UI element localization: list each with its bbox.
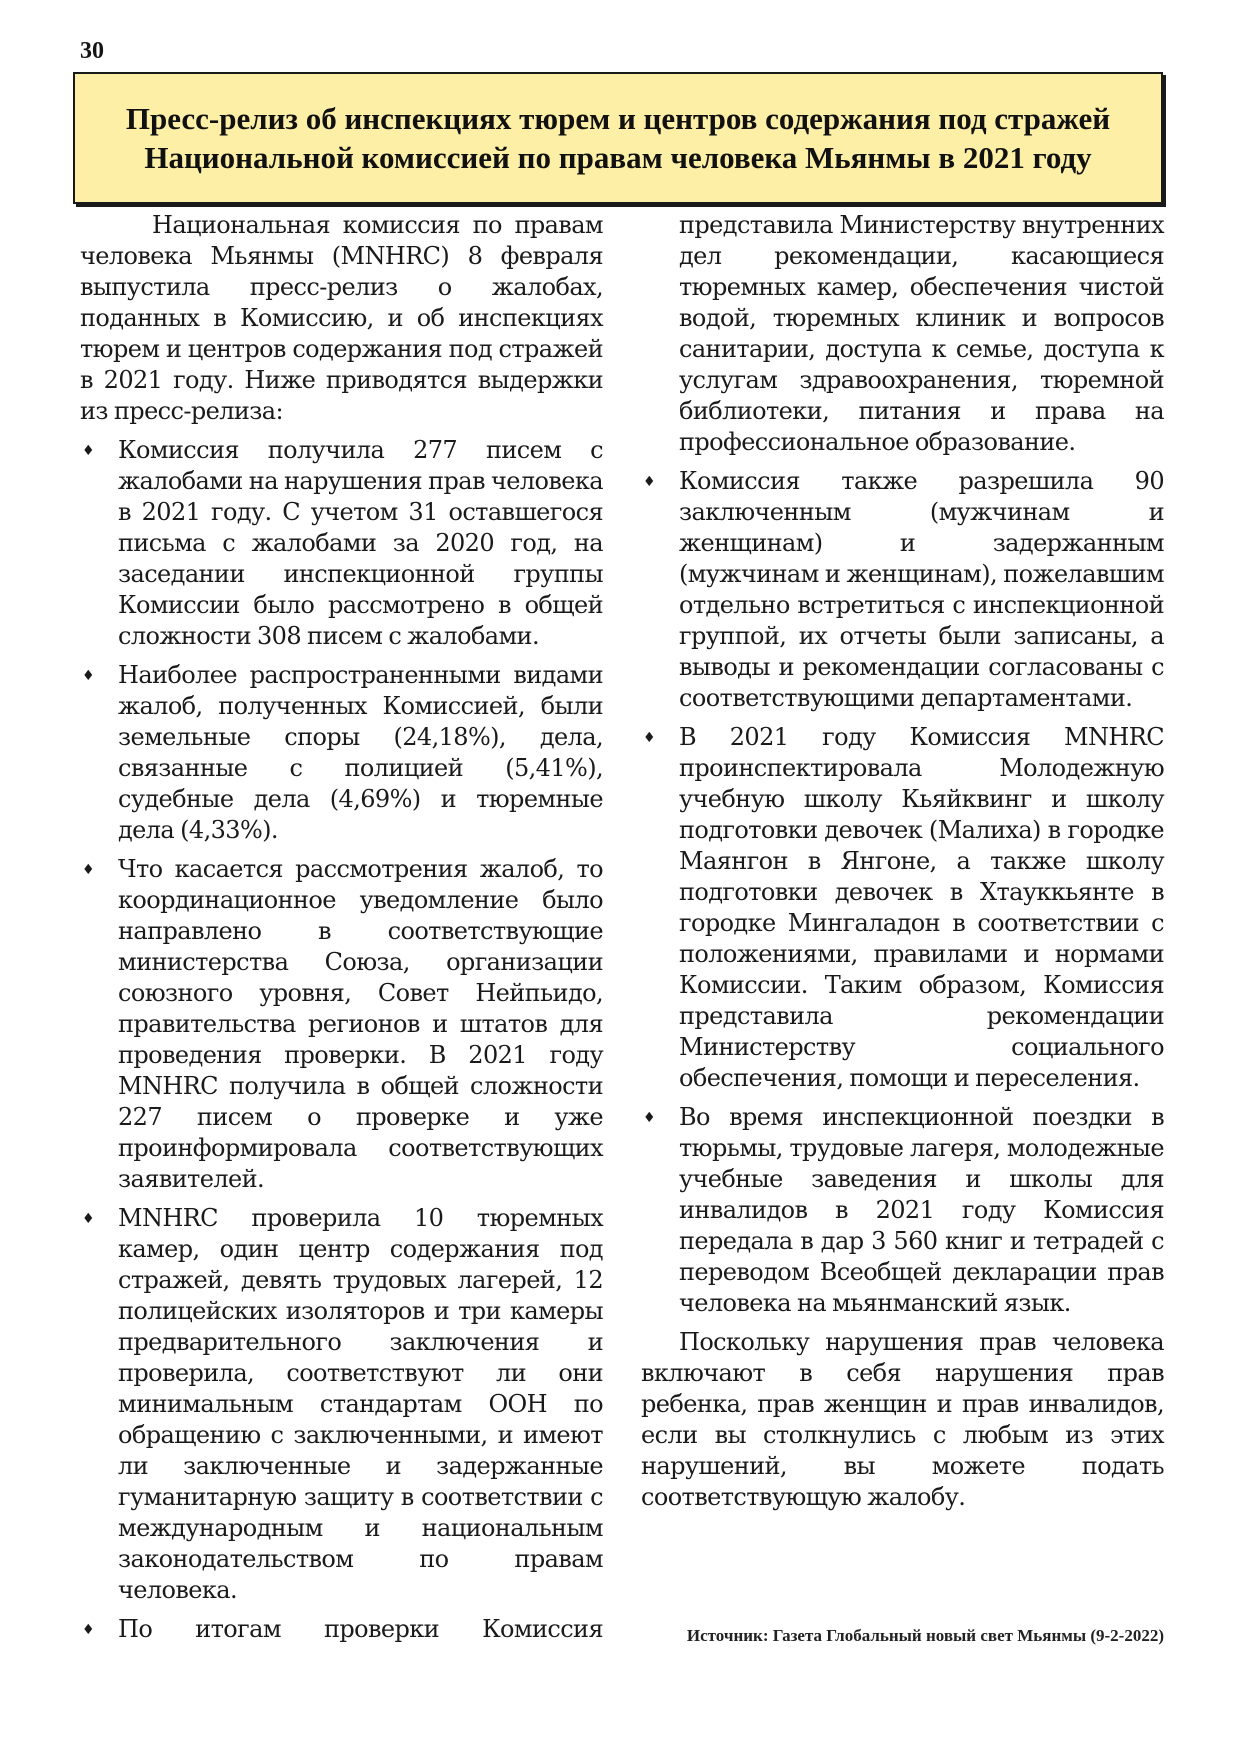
bullet-item — [80, 660, 603, 846]
bullet-item — [80, 1614, 603, 1645]
title-line-1: Пресс-релиз об инспекциях тюрем и центров содержания под стражей — [125, 101, 1111, 136]
bullet-diamond-icon: ♦ — [643, 1110, 655, 1126]
bullet-diamond-icon: ♦ — [82, 443, 94, 459]
bullet-item — [80, 854, 603, 1195]
bullet-text: Наиболее распространенными видами жалоб, полученных Комиссией, были земельные споры (24,18%), дела, связанные с полицией (5,41%), судебные дела (4,69%) и тюремные дела (4,33%). — [118, 661, 603, 844]
right-column — [641, 210, 1164, 1521]
bullet-diamond-icon: ♦ — [643, 730, 655, 746]
bullet-item — [641, 722, 1164, 1094]
bullet-diamond-icon: ♦ — [82, 862, 94, 878]
bullet-text: Что касается рассмотрения жалоб, то координационное уведомление было направлено в соответствующие министерства Союза, организации союзного уровня, Совет Нейпьидо, правительства регионов и штатов для проведения проверки. В 2021 году MNHRC получила в общей сложности 227 писем о проверке и уже проинформировала соответствующих заявителей. — [118, 855, 603, 1193]
bullet-continuation: представила Министерству внутренних дел рекомендации, касающиеся тюремных камер, обеспечения чистой водой, тюремных клиник и вопросов санитарии, доступа к семье, доступа к услугам здравоохранения, тюремной библиотеки, питания и права на профессиональное образование. — [679, 211, 1164, 456]
closing-paragraph: Поскольку нарушения прав человека включают в себя нарушения прав ребенка, прав женщин и прав инвалидов, если вы столкнулись с любым из этих нарушений, вы можете подать соответствующую жалобу. — [641, 1328, 1164, 1511]
bullet-item — [641, 466, 1164, 714]
bullet-text: По итогам проверки Комиссия — [118, 1615, 603, 1643]
left-column — [80, 210, 603, 1653]
title-line-2: Национальной комиссией по правам человека Мьянмы в 2021 году — [144, 140, 1092, 175]
bullet-text: Комиссия также разрешила 90 заключенным (мужчинам и женщинам) и задержанным (мужчинам и женщинам), пожелавшим отдельно встретиться с инспекционной группой, их отчеты были записаны, а выводы и рекомендации согласованы с соответствующими департаментами. — [679, 467, 1164, 712]
bullet-text: MNHRC проверила 10 тюремных камер, один центр содержания под стражей, девять трудовых лагерей, 12 полицейских изоляторов и три камеры предварительного заключения и проверила, соответствуют ли они минимальным стандартам ООН по обращению с заключенными, и имеют ли заключенные и задержанные гуманитарную защиту в соответствии с международным и национальным законодательством по правам человека. — [118, 1204, 603, 1604]
bullet-text: В 2021 году Комиссия MNHRC проинспектировала Молодежную учебную школу Кьяйквинг и школу подготовки девочек (Малиха) в городке Маянгон в Янгоне, а также школу подготовки девочек в Хтауккьянте в городке Мингаладон в соответствии с положениями, правилами и нормами Комиссии. Таким образом, Комиссия представила рекомендации Министерству социального обеспечения, помощи и переселения. — [679, 723, 1164, 1092]
bullet-text: Комиссия получила 277 писем с жалобами на нарушения прав человека в 2021 году. С учетом 31 оставшегося письма с жалобами за 2020 год, на заседании инспекционной группы Комиссии было рассмотрено в общей сложности 308 писем с жалобами. — [118, 436, 603, 650]
bullet-text: Во время инспекционной поездки в тюрьмы, трудовые лагеря, молодежные учебные заведения и школы для инвалидов в 2021 году Комиссия передала в дар 3 560 книг и тетрадей с переводом Всеобщей декларации прав человека на мьянманский язык. — [679, 1103, 1164, 1317]
bullet-diamond-icon: ♦ — [82, 1622, 94, 1638]
bullet-diamond-icon: ♦ — [82, 1211, 94, 1227]
bullet-item — [641, 1102, 1164, 1319]
source-citation: Источник: Газета Глобальный новый свет Мьянмы (9-2-2022) — [686, 1626, 1164, 1645]
page-number: 30 — [80, 38, 104, 64]
bullet-diamond-icon: ♦ — [643, 474, 655, 490]
bullet-item — [80, 435, 603, 652]
intro-paragraph: Национальная комиссия по правам человека Мьянмы (MNHRC) 8 февраля выпустила пресс-релиз о жалобах, поданных в Комиссию, и об инспекциях тюрем и центров содержания под стражей в 2021 году. Ниже приводятся выдержки из пресс-релиза: — [80, 211, 603, 425]
bullet-item — [80, 1203, 603, 1606]
title-box — [73, 72, 1163, 204]
bullet-diamond-icon: ♦ — [82, 668, 94, 684]
